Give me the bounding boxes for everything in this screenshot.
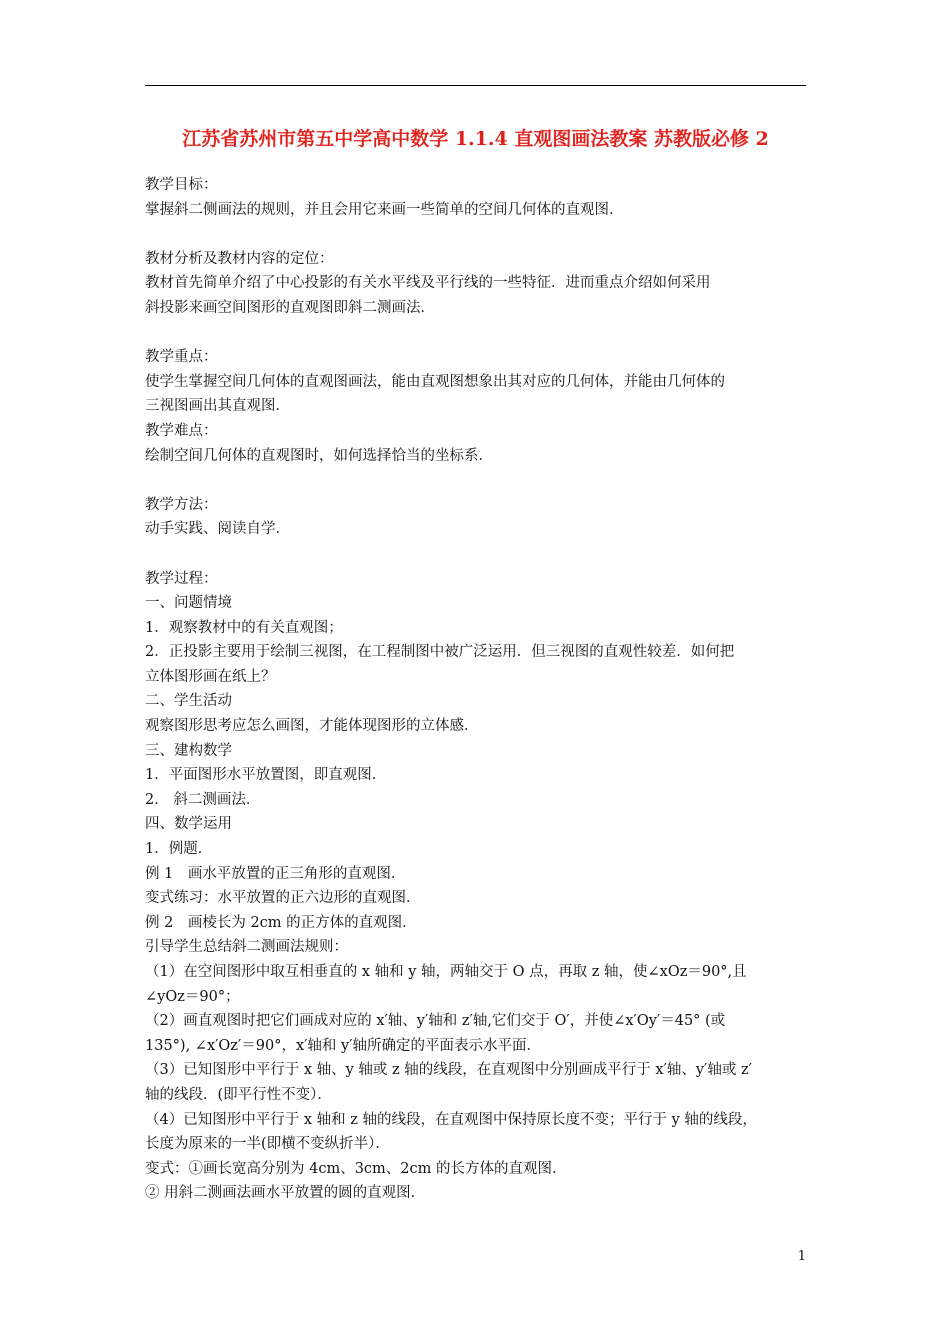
text-line: ② 用斜二测画法画水平放置的圆的直观图． (145, 1185, 426, 1202)
text-line: 变式练习：水平放置的正六边形的直观图． (145, 890, 421, 907)
text-line: （2）画直观图时把它们画成对应的 x′轴、y′轴和 z′轴,它们交于 O′，并使∠x′Oy′＝45° (或 (145, 1013, 726, 1030)
text-line: 1．平面图形水平放置图，即直观图． (145, 767, 387, 784)
text-line: 教学难点： (145, 422, 218, 439)
text-line: 三、建构数学 (145, 742, 232, 759)
text-line: ∠yOz＝90°； (145, 988, 240, 1005)
text-line: 四、数学运用 (145, 816, 232, 833)
paragraph-gap (145, 542, 806, 567)
text-line: 2．正投影主要用于绘制三视图，在工程制图中被广泛运用．但三视图的直观性较差．如何把 (145, 644, 735, 661)
text-line: （3）已知图形中平行于 x 轴、y 轴或 z 轴的线段，在直观图中分别画成平行于 x′轴、y′轴或 z′ (145, 1062, 752, 1079)
text-line: 引导学生总结斜二测画法规则： (145, 939, 348, 956)
text-line: 1．例题． (145, 841, 213, 858)
text-line: 二、学生活动 (145, 693, 232, 710)
text-line: 动手实践、阅读自学． (145, 521, 290, 538)
text-line: 教学过程： (145, 570, 218, 587)
document-title: 江苏省苏州市第五中学高中数学 1.1.4 直观图画法教案 苏教版必修 2 (182, 128, 769, 150)
text-line: 观察图形思考应怎么画图，才能体现图形的立体感． (145, 718, 479, 735)
text-line: 长度为原来的一半(即横不变纵折半）． (145, 1136, 390, 1153)
text-line: 135°), ∠x′Oz′＝90°，x′轴和 y′轴所确定的平面表示水平面． (145, 1037, 542, 1054)
text-line: 教学重点： (145, 349, 218, 366)
text-line: 一、问题情境 (145, 595, 232, 612)
text-line: 变式：①画长宽高分别为 4cm、3cm、2cm 的长方体的直观图． (145, 1160, 567, 1177)
page-number: 1 (797, 1249, 806, 1264)
text-line: 教材首先简单介绍了中心投影的有关水平线及平行线的一些特征．进而重点介绍如何采用 (145, 275, 711, 292)
text-line: 绘制空间几何体的直观图时，如何选择恰当的坐标系． (145, 447, 493, 464)
document-body (145, 173, 806, 1206)
paragraph-gap (145, 468, 806, 493)
header-rule (145, 85, 806, 86)
text-line: 2． 斜二测画法． (145, 791, 261, 808)
text-line: 使学生掌握空间几何体的直观图画法，能由直观图想象出其对应的几何体，并能由几何体的 (145, 373, 725, 390)
text-line: 斜投影来画空间图形的直观图即斜二测画法． (145, 299, 435, 316)
text-line: （1）在空间图形中取互相垂直的 x 轴和 y 轴，两轴交于 O 点，再取 z 轴，使∠xOz＝90°,且 (145, 964, 747, 980)
text-line: 教材分析及教材内容的定位： (145, 250, 334, 267)
text-line: 立体图形画在纸上？ (145, 668, 276, 685)
text-line: 三视图画出其直观图． (145, 398, 290, 415)
text-line: 例 1 画水平放置的正三角形的直观图． (145, 865, 406, 882)
text-line: 轴的线段．(即平行性不变）． (145, 1086, 332, 1103)
text-line: 例 2 画棱长为 2cm 的正方体的直观图． (145, 914, 417, 931)
text-line: 1．观察教材中的有关直观图； (145, 619, 343, 636)
text-line: 教学目标： (145, 177, 218, 193)
text-line: （4）已知图形中平行于 x 轴和 z 轴的线段，在直观图中保持原长度不变；平行于 y 轴的线段， (145, 1111, 757, 1128)
paragraph-gap (145, 222, 806, 247)
text-line: 掌握斜二侧画法的规则，并且会用它来画一些简单的空间几何体的直观图． (145, 201, 624, 218)
text-line: 教学方法： (145, 496, 218, 513)
paragraph-gap (145, 321, 806, 346)
